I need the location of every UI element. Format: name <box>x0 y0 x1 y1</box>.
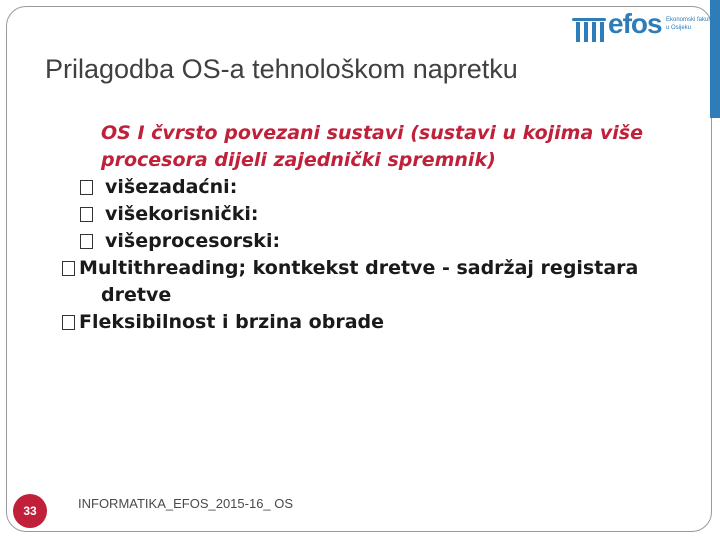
checkbox-icon <box>80 234 93 249</box>
intro-line: procesora dijeli zajednički spremnik) <box>101 149 496 171</box>
checkbox-icon <box>62 261 75 276</box>
slide-body <box>80 120 680 336</box>
multithreading-line: Multithreading; kontkekst dretve - sadržaj registara <box>62 255 680 282</box>
list-item: višeprocesorski: <box>80 228 680 255</box>
list-item: višezadaćni: <box>80 174 680 201</box>
checkbox-icon <box>80 180 93 195</box>
list-item: višekorisnički: <box>80 201 680 228</box>
efos-logo <box>568 8 720 48</box>
footer-text: INFORMATIKA_EFOS_2015-16_ OS <box>78 496 294 511</box>
logo-columns-icon <box>572 10 608 44</box>
checkbox-icon <box>80 207 93 222</box>
multithreading-line-cont: dretve <box>101 284 172 306</box>
checkbox-icon <box>62 315 75 330</box>
logo-wordmark: efos <box>608 8 662 39</box>
page-number-badge: 33 <box>13 494 47 528</box>
logo-subtitle: Ekonomski fakultet u Osijeku <box>666 17 717 31</box>
flexibility-line: Fleksibilnost i brzina obrade <box>62 309 680 336</box>
intro-line: OS I čvrsto povezani sustavi (sustavi u kojima više <box>101 122 643 144</box>
slide-title: Prilagodba OS-a tehnološkom napretku <box>45 54 518 84</box>
